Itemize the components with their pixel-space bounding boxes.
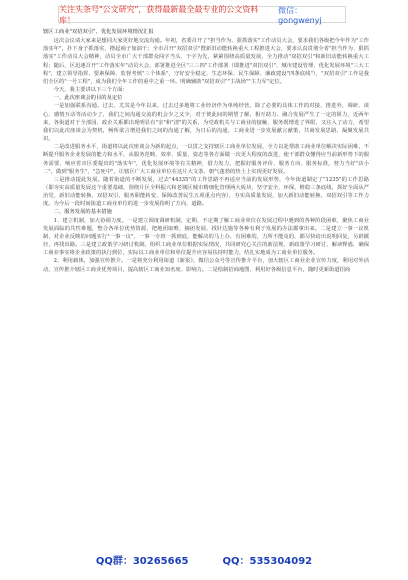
paragraph: 一是加强联系沟通。过去，尤其是今年以来，过去过多地将工业经济作为单纯经营，除了必要的具体工作的对接、推进外，调研、谈心、感情互动等活动少了，我们之间沟通交流的机会少之又少，对于彼此间的期望了解，相互助力、融合发展严生了一定的阻力，近两年来，各街道对于全部园、政企关系都出现明显有"亲"和"清"的关系，为党政机关与工商业的接触、服务既增进了界限，又注入了动力，希望我们以此次座谈会为契机，畅所欲言增进我们之间的沟通了解，为日后的沟通、工商业进一步发展献言献策，共商发展思路，凝聚发展共识。 bbox=[43, 103, 369, 143]
section-heading: 二、服务发展的基本措施 bbox=[53, 209, 112, 216]
footer-contact bbox=[0, 548, 408, 570]
paragraph: 二是改进服务水平，街道将以此次座谈会为新的起点，一以贯之支持辖区工商业单位发展，全力以赴帮助工商业单位解决实际困难，不断提升服务企业发展的能力和水平，从服务范畴、效率、质量、姿态等各方面做一次更大程度的改进，使干部群众懂得应当前新形势下的服务需要，响应省市区委提出的"落实年"，优化发展环境等有关精神，借力发力，把握好服务评价、服务方向、服务标准，努力当好"店小二"，做到"服务生"，"急死中"，让辖区广大工商业单位在这片大文茶、朝气蓬勃的热土上实现更好发展。 bbox=[43, 144, 369, 175]
paragraph: 今天，我主要讲以下三个方面： bbox=[53, 87, 128, 94]
document-title: 辖区工商业"双招双引"、优化发展环境情况汇报 bbox=[43, 29, 154, 35]
document-body bbox=[43, 28, 369, 274]
banner-promo-text: 关注头条号"公文研究"，获得最新最全最专业的公文资料库！ bbox=[59, 4, 259, 25]
section-heading: 一、此次座谈会的目的及定位 bbox=[53, 95, 123, 102]
paragraph: 2、利用载体，加强宣传推介。一是将充分利用街道《新报》，微信公众号等宣传推介平台，加大辖区工商业企业宣传力度，利用对外活动，宣传推介辖区工商业优势项目，提高辖区工商业知名度、影响力。二是绘制招商地图，利用好各级信息平台，随时更新街道招商 bbox=[43, 258, 369, 273]
banner-wechat-text: 微信：gongwenyj bbox=[278, 5, 322, 25]
qq-group-text: QQ群：30265665 bbox=[95, 555, 189, 567]
paragraph: 这次会议请大家来是想同大家更好地交流沟通。年初，省委召开了"担当作为、狠抓落实"工作动员大会，要求我们各级把今年作为"工作落实年"，扑下身子抓落实，撸起袖子加油干；全市召开"双招双引"暨新旧动能转换重大工程推进大会，要求认真贯彻全省"担当作为、狠抓落实"工作动员大会精神，动员全市广大干部群众闯字当头、干字为先，紧紧围绕高质量发展，全力推动"双招双引"和新旧动能转换重大工程；随后，区迅速召开"工作落实年"动员大会，部署推进全区"三三四"工作部署（即推进"双招双引"、城市建设管理、优化发展环境"三大工程"，建立领导指挥、要素保障、监督考核"三个体系"，守好安全稳定、生态环保、民生保障、廉政建设"四条底线"），"双招双引"工作是我们全区的"一号工程"，成为我们全年工作的重中之重一环。明确辅助"双招双引""主战场""主力军"定位。 bbox=[43, 38, 369, 85]
header-banner bbox=[58, 6, 346, 23]
paragraph: 1、建立机制，加大协调力度。一是建立调度调研机制，定期、不定期了解工商业单位在发展过程中遇到的各种阶段困难，聚焦工商业发展面临的共性难题，整合各单位优势资源，把地团取唯、摘团发展，找针达施等各种有利于发展的办法都拿出来。二是建立一事一议机制，对企业反映的问题实行"一事一议"，一事一专班一抓到底，能解决的马上办，有困难的，力所不能及的，都尽快给出说明回复，另辟蹊径，再找出路。三是建立政策学习研讨机制。组织工商业单位根据实际情况，共同研究心关注的新法规、新政策学习研讨，解读释惑，确保工商业事实将企业政策的执行到位，实际以工商业单位和单位提升应容易扶持时能力，结扎实地成为工商业单位服务。 bbox=[43, 217, 369, 257]
qq-text: QQ：535304092 bbox=[222, 555, 313, 567]
paragraph: 三是推动提此发展。随着街道的不断发展，过去"44335"的工作思路不再适应当前的发展形势，今年街道制定了"1235"的工作思路（即夯实高质量发展这个重要基础，围绕片区全科振兴和老城区城市精细化管理两大板块，坚守安全、环保、维稳三条底线，抓好全面从严治党、新旧动能转换、双招双引、服务职能转变、保障改善民生五项重点内容），夯实高质量发展，加大新旧动能转换、双招双引等工作力度。为今后一段时间街道工商业单位的进一步发展指明了方向、道路。 bbox=[43, 176, 369, 208]
